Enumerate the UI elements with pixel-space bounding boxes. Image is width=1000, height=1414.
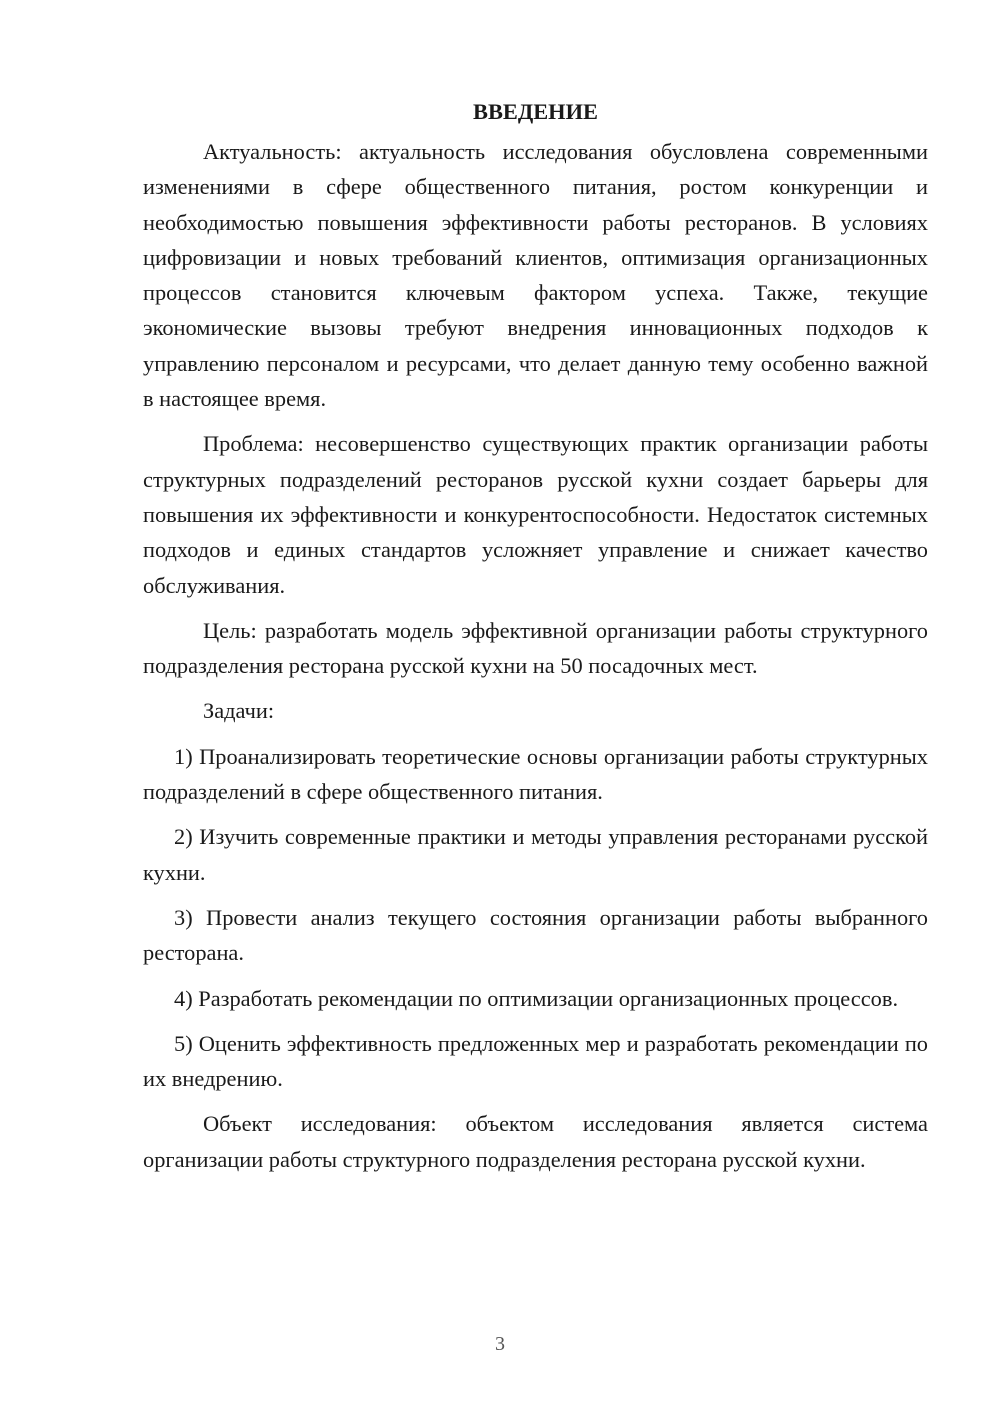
relevance-paragraph: Актуальность: актуальность исследования обусловлена современными изменениями в сфере общественного питания, ростом конкуренции и необходимостью повышения эффективности работы ресторанов. В условиях цифровизации и новых требований клиентов, оптимизация организационных процессов становится ключевым фактором успеха. Также, текущие экономические вызовы требуют внедрения инновационных подходов к управлению персоналом и ресурсами, что делает данную тему особенно важной в настоящее время. — [143, 139, 928, 412]
page-content — [143, 94, 928, 1187]
tasks-list — [143, 739, 928, 1097]
goal-paragraph: Цель: разработать модель эффективной организации работы структурного подразделения ресторана русской кухни на 50 посадочных мест. — [143, 617, 928, 679]
task-item: 1) Проанализировать теоретические основы организации работы структурных подразделений в сфере общественного питания. — [143, 743, 928, 805]
object-paragraph: Объект исследования: объектом исследования является система организации работы структурного подразделения ресторана русской кухни. — [143, 1111, 928, 1172]
task-item: 3) Провести анализ текущего состояния организации работы выбранного ресторана. — [143, 904, 928, 966]
task-item: 2) Изучить современные практики и методы управления ресторанами русской кухни. — [143, 824, 928, 885]
task-item: 4) Разработать рекомендации по оптимизации организационных процессов. — [174, 985, 899, 1011]
problem-paragraph: Проблема: несовершенство существующих практик организации работы структурных подразделений ресторанов русской кухни создает барьеры для повышения их эффективности и конкурентоспособности. Недостаток системных подходов и единых стандартов усложняет управление и снижает качество обслуживания. — [143, 431, 928, 598]
section-title: ВВЕДЕНИЕ — [473, 99, 598, 124]
task-item: 5) Оценить эффективность предложенных мер и разработать рекомендации по их внедрению. — [143, 1030, 928, 1092]
tasks-label: Задачи: — [203, 698, 275, 724]
page-number: 3 — [495, 1333, 505, 1355]
